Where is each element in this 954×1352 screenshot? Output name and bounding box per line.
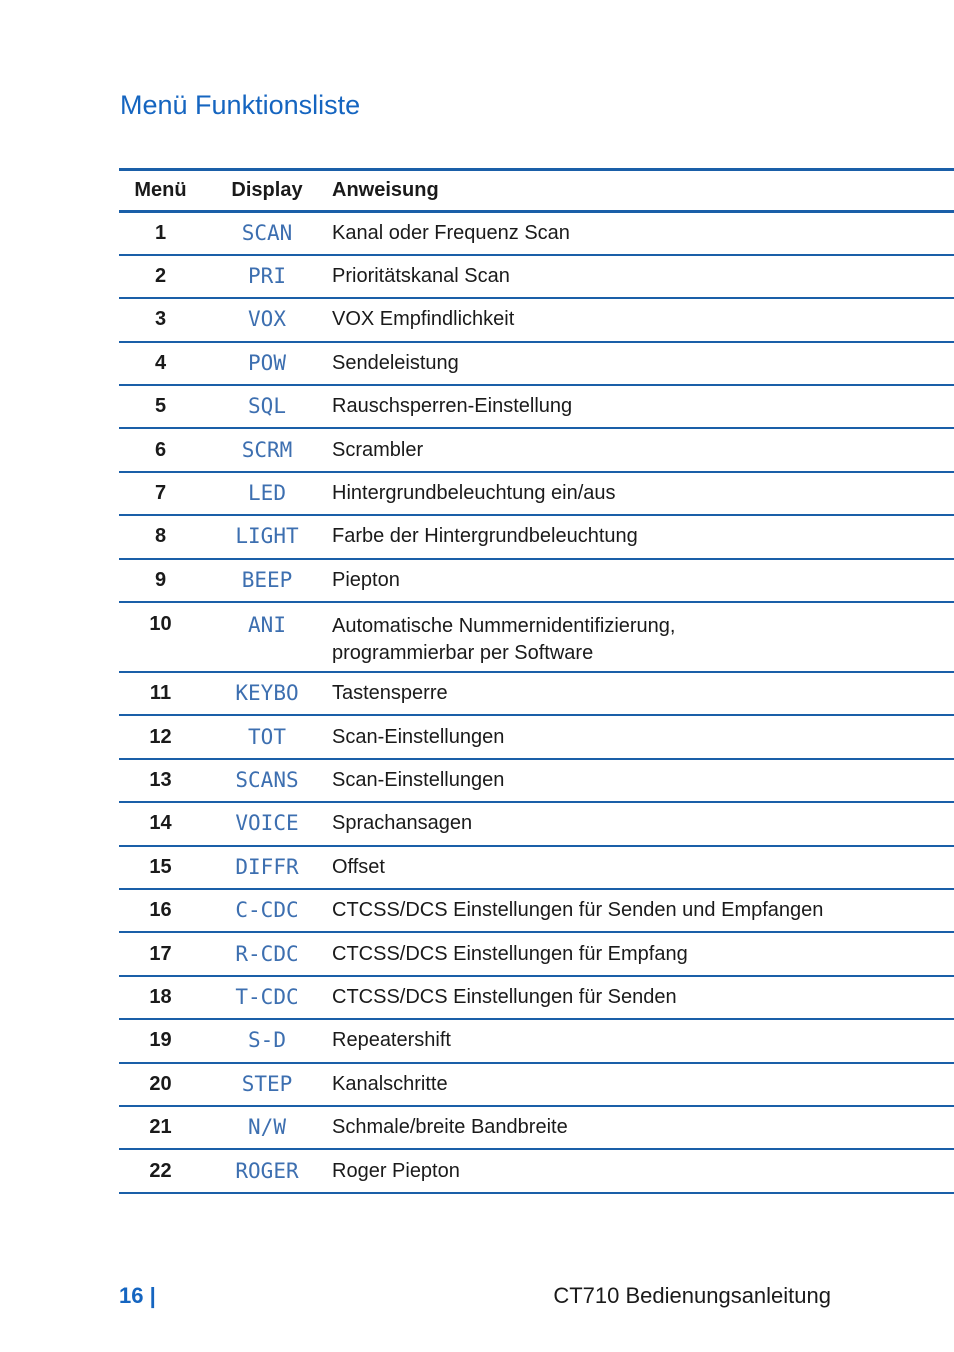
table-row <box>119 472 954 515</box>
display-code: DIFFR <box>235 854 299 879</box>
instruction-text: Kanal oder Frequenz Scan <box>332 212 954 255</box>
table-row <box>119 602 954 672</box>
menu-number: 16 <box>119 889 202 932</box>
instruction-text: Kanalschritte <box>332 1063 954 1106</box>
display-code: S-D <box>248 1028 286 1053</box>
table-row <box>119 515 954 558</box>
menu-number: 5 <box>119 385 202 428</box>
menu-number: 1 <box>119 212 202 255</box>
display-code: ANI <box>248 613 286 638</box>
table-row <box>119 715 954 758</box>
instruction-text: Roger Piepton <box>332 1149 954 1192</box>
display-code: LED <box>248 481 286 506</box>
instruction-text: Repeatershift <box>332 1019 954 1062</box>
display-code: LIGHT <box>235 524 299 549</box>
menu-number: 18 <box>119 976 202 1019</box>
instruction-text: CTCSS/DCS Einstellungen für Senden und Empfangen <box>332 889 954 932</box>
display-code: ROGER <box>235 1158 299 1183</box>
menu-number: 20 <box>119 1063 202 1106</box>
table-row <box>119 802 954 845</box>
menu-number: 3 <box>119 298 202 341</box>
instruction-text: Piepton <box>332 559 954 602</box>
table-row <box>119 889 954 932</box>
display-code: STEP <box>241 1071 293 1096</box>
instruction-text: Scrambler <box>332 428 954 471</box>
display-code: R-CDC <box>235 941 299 966</box>
instruction-text: Scan-Einstellungen <box>332 759 954 802</box>
table-row <box>119 672 954 715</box>
table-row <box>119 255 954 298</box>
menu-number: 15 <box>119 846 202 889</box>
display-code: C-CDC <box>235 898 299 923</box>
menu-number: 13 <box>119 759 202 802</box>
table-row <box>119 1063 954 1106</box>
display-code: TOT <box>248 724 286 749</box>
instruction-text: Offset <box>332 846 954 889</box>
menu-number: 9 <box>119 559 202 602</box>
menu-number: 11 <box>119 672 202 715</box>
table-row <box>119 1019 954 1062</box>
menu-number: 10 <box>119 602 202 672</box>
table-row <box>119 932 954 975</box>
table-row <box>119 976 954 1019</box>
menu-number: 12 <box>119 715 202 758</box>
instruction-text: Automatische Nummernidentifizierung, <box>332 615 676 638</box>
display-code: VOICE <box>235 811 299 836</box>
menu-number: 6 <box>119 428 202 471</box>
instruction-text: Rauschsperren-Einstellung <box>332 385 954 428</box>
instruction-text: CTCSS/DCS Einstellungen für Senden <box>332 976 954 1019</box>
display-code: PRI <box>248 264 286 289</box>
menu-number: 21 <box>119 1106 202 1149</box>
instruction-text: Sendeleistung <box>332 342 954 385</box>
instruction-text: VOX Empfindlichkeit <box>332 298 954 341</box>
table-row <box>119 428 954 471</box>
table-row <box>119 298 954 341</box>
table-row <box>119 846 954 889</box>
menu-number: 17 <box>119 932 202 975</box>
instruction-text-line-2: programmierbar per Software <box>332 642 594 665</box>
display-code: N/W <box>248 1115 286 1140</box>
menu-number: 14 <box>119 802 202 845</box>
table-row <box>119 1106 954 1149</box>
instruction-text: Prioritätskanal Scan <box>332 255 954 298</box>
display-code: KEYBO <box>235 681 299 706</box>
display-code: VOX <box>248 307 286 332</box>
display-code: T-CDC <box>235 984 299 1009</box>
instruction-text: CTCSS/DCS Einstellungen für Empfang <box>332 932 954 975</box>
instruction-text: Farbe der Hintergrundbeleuchtung <box>332 515 954 558</box>
display-code: SQL <box>248 394 286 419</box>
column-header-menu: Menü <box>119 170 202 212</box>
table-row <box>119 559 954 602</box>
table-row <box>119 385 954 428</box>
table-row <box>119 212 954 255</box>
instruction-text: Schmale/breite Bandbreite <box>332 1106 954 1149</box>
menu-function-table <box>119 168 954 1194</box>
display-code: SCAN <box>241 220 293 245</box>
column-header-display: Display <box>202 170 332 212</box>
display-code: POW <box>248 350 286 375</box>
page-title: Menü Funktionsliste <box>120 90 361 120</box>
document-title: CT710 Bedienungsanleitung <box>553 1283 831 1308</box>
table-row <box>119 1149 954 1192</box>
display-code: SCANS <box>235 767 299 792</box>
table-row <box>119 342 954 385</box>
instruction-text: Tastensperre <box>332 672 954 715</box>
menu-number: 4 <box>119 342 202 385</box>
display-code: SCRM <box>241 437 293 462</box>
instruction-text: Scan-Einstellungen <box>332 715 954 758</box>
table-header-row <box>119 170 954 212</box>
display-code: BEEP <box>241 567 293 592</box>
menu-number: 19 <box>119 1019 202 1062</box>
menu-number: 7 <box>119 472 202 515</box>
menu-number: 8 <box>119 515 202 558</box>
menu-number: 22 <box>119 1149 202 1192</box>
column-header-instruction: Anweisung <box>332 170 954 212</box>
table-row <box>119 759 954 802</box>
menu-number: 2 <box>119 255 202 298</box>
page-number: 16 | <box>119 1283 156 1308</box>
instruction-text: Hintergrundbeleuchtung ein/aus <box>332 472 954 515</box>
instruction-text: Sprachansagen <box>332 802 954 845</box>
